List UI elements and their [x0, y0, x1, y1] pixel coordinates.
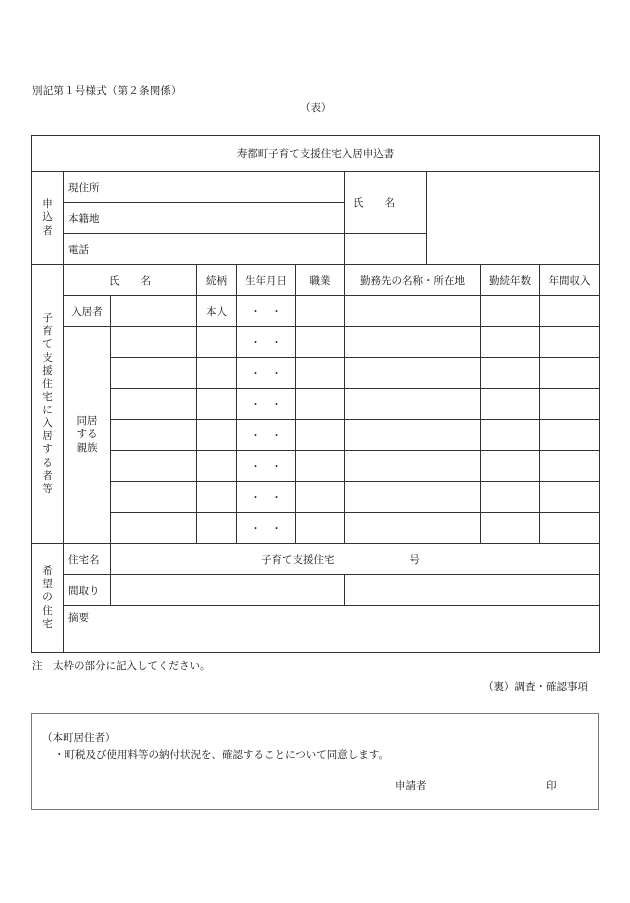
cohabitant-occupation-input[interactable]	[296, 451, 345, 482]
cohabitant-birthdate-input[interactable]: ・ ・	[237, 451, 296, 482]
phone-label: 電話	[68, 243, 89, 256]
resident-label: 入居者	[64, 296, 111, 327]
housing-number-suffix: 号	[409, 553, 420, 566]
cohabitant-workplace-input[interactable]	[345, 482, 481, 513]
cohabitant-relationship-input[interactable]	[197, 327, 237, 358]
cohabitant-income-input[interactable]	[540, 389, 600, 420]
cohabitant-row	[32, 389, 600, 420]
cohabitant-years-input[interactable]	[481, 482, 540, 513]
residents-section-label	[32, 265, 64, 544]
cohabitant-name-input[interactable]	[111, 451, 197, 482]
resident-years-input[interactable]	[481, 296, 540, 327]
application-table	[31, 135, 600, 653]
remarks-label: 摘要	[68, 612, 89, 624]
cohabitant-row	[32, 482, 600, 513]
resident-row	[32, 296, 600, 327]
cohabitant-income-input[interactable]	[540, 358, 600, 389]
cohabitant-relationship-input[interactable]	[197, 389, 237, 420]
housing-name-label: 住宅名	[64, 544, 111, 575]
housing-name-value: 子育て支援住宅	[261, 553, 335, 566]
form-id: 別記第１号様式（第２条関係）	[32, 85, 182, 97]
cohabitant-row	[32, 451, 600, 482]
resident-income-input[interactable]	[540, 296, 600, 327]
cohabitant-occupation-input[interactable]	[296, 513, 345, 544]
cohabitant-years-input[interactable]	[481, 420, 540, 451]
cohabitant-relationship-input[interactable]	[197, 420, 237, 451]
cohabitant-years-input[interactable]	[481, 513, 540, 544]
cohabitant-workplace-input[interactable]	[345, 327, 481, 358]
housing-name-field[interactable]	[111, 544, 600, 575]
layout-extra-field[interactable]	[345, 575, 600, 606]
cohabitant-years-input[interactable]	[481, 451, 540, 482]
registered-domicile-field[interactable]	[64, 203, 345, 234]
resident-birthdate-input[interactable]: ・ ・	[237, 296, 296, 327]
consent-text: ・町税及び使用料等の納付状況を、確認することについて同意します。	[54, 749, 389, 761]
col-header-years: 勤続年数	[481, 265, 540, 296]
cohabitant-birthdate-input[interactable]: ・ ・	[237, 513, 296, 544]
applicant-section-label	[32, 172, 64, 265]
form-title: 寿都町子育て支援住宅入居申込書	[32, 136, 600, 172]
cohabitant-name-input[interactable]	[111, 389, 197, 420]
applicant-section-text: 申 込 者	[42, 198, 53, 237]
cohabitant-workplace-input[interactable]	[345, 513, 481, 544]
cohabitant-income-input[interactable]	[540, 482, 600, 513]
phone-extra-cell	[345, 234, 427, 265]
col-header-occupation: 職業	[296, 265, 345, 296]
consent-heading: （本町居住者）	[42, 732, 116, 744]
cohabitant-occupation-input[interactable]	[296, 358, 345, 389]
cohabitant-birthdate-input[interactable]: ・ ・	[237, 482, 296, 513]
cohabitant-row	[32, 513, 600, 544]
cohabitant-income-input[interactable]	[540, 327, 600, 358]
layout-label: 間取り	[64, 575, 111, 606]
registered-domicile-label: 本籍地	[68, 212, 100, 225]
cohabitant-name-input[interactable]	[111, 513, 197, 544]
col-header-workplace: 勤務先の名称・所在地	[345, 265, 481, 296]
cohabitant-name-input[interactable]	[111, 358, 197, 389]
consent-box	[31, 713, 599, 810]
cohabitant-relationship-input[interactable]	[197, 482, 237, 513]
current-address-field[interactable]	[64, 172, 345, 203]
col-header-birthdate: 生年月日	[237, 265, 296, 296]
applicant-name-label: 氏 名	[353, 197, 395, 209]
cohabitant-birthdate-input[interactable]: ・ ・	[237, 420, 296, 451]
cohabiting-relatives-text: 同居 する 親族	[76, 415, 98, 454]
remarks-field[interactable]	[64, 606, 600, 653]
cohabitant-birthdate-input[interactable]: ・ ・	[237, 389, 296, 420]
cohabitant-income-input[interactable]	[540, 451, 600, 482]
cohabitant-birthdate-input[interactable]: ・ ・	[237, 358, 296, 389]
cohabitant-relationship-input[interactable]	[197, 513, 237, 544]
col-header-relationship: 続柄	[197, 265, 237, 296]
cohabitant-occupation-input[interactable]	[296, 327, 345, 358]
cohabitant-relationship-input[interactable]	[197, 358, 237, 389]
resident-relationship: 本人	[197, 296, 237, 327]
cohabitant-occupation-input[interactable]	[296, 420, 345, 451]
cohabitant-birthdate-input[interactable]: ・ ・	[237, 327, 296, 358]
cohabitant-workplace-input[interactable]	[345, 389, 481, 420]
cohabitant-workplace-input[interactable]	[345, 451, 481, 482]
current-address-label: 現住所	[68, 181, 100, 194]
fill-in-note: 注 太枠の部分に記入してください。	[32, 660, 211, 672]
phone-field[interactable]	[64, 234, 345, 265]
cohabiting-relatives-label	[64, 327, 111, 544]
seal-label: 印	[546, 780, 557, 792]
cohabitant-row	[32, 420, 600, 451]
desired-housing-section-text: 希 望 の 住 宅	[42, 565, 53, 630]
cohabitant-income-input[interactable]	[540, 513, 600, 544]
back-side-heading: （裏）調査・確認事項	[483, 681, 588, 693]
resident-workplace-input[interactable]	[345, 296, 481, 327]
cohabitant-workplace-input[interactable]	[345, 358, 481, 389]
residents-section-text: 子 育 て 支 援 住 宅 に 入 居 す る 者 等	[42, 312, 53, 495]
col-header-income: 年間収入	[540, 265, 600, 296]
cohabitant-name-input[interactable]	[111, 327, 197, 358]
cohabitant-years-input[interactable]	[481, 358, 540, 389]
cohabitant-name-input[interactable]	[111, 482, 197, 513]
layout-field[interactable]	[111, 575, 345, 606]
name-label-cell	[345, 172, 427, 234]
cohabitant-relationship-input[interactable]	[197, 451, 237, 482]
resident-name-input[interactable]	[111, 296, 197, 327]
cohabitant-row	[32, 327, 600, 358]
cohabitant-row	[32, 358, 600, 389]
resident-occupation-input[interactable]	[296, 296, 345, 327]
applicant-signature-label: 申請者	[395, 780, 427, 792]
desired-housing-section-label	[32, 544, 64, 653]
cohabitant-occupation-input[interactable]	[296, 482, 345, 513]
front-side-label: （表）	[300, 102, 332, 114]
col-header-name: 氏 名	[64, 265, 197, 296]
cohabitant-income-input[interactable]	[540, 420, 600, 451]
cohabitant-years-input[interactable]	[481, 327, 540, 358]
applicant-name-field[interactable]	[427, 172, 600, 265]
cohabitant-occupation-input[interactable]	[296, 389, 345, 420]
cohabitant-workplace-input[interactable]	[345, 420, 481, 451]
cohabitant-name-input[interactable]	[111, 420, 197, 451]
cohabitant-years-input[interactable]	[481, 389, 540, 420]
